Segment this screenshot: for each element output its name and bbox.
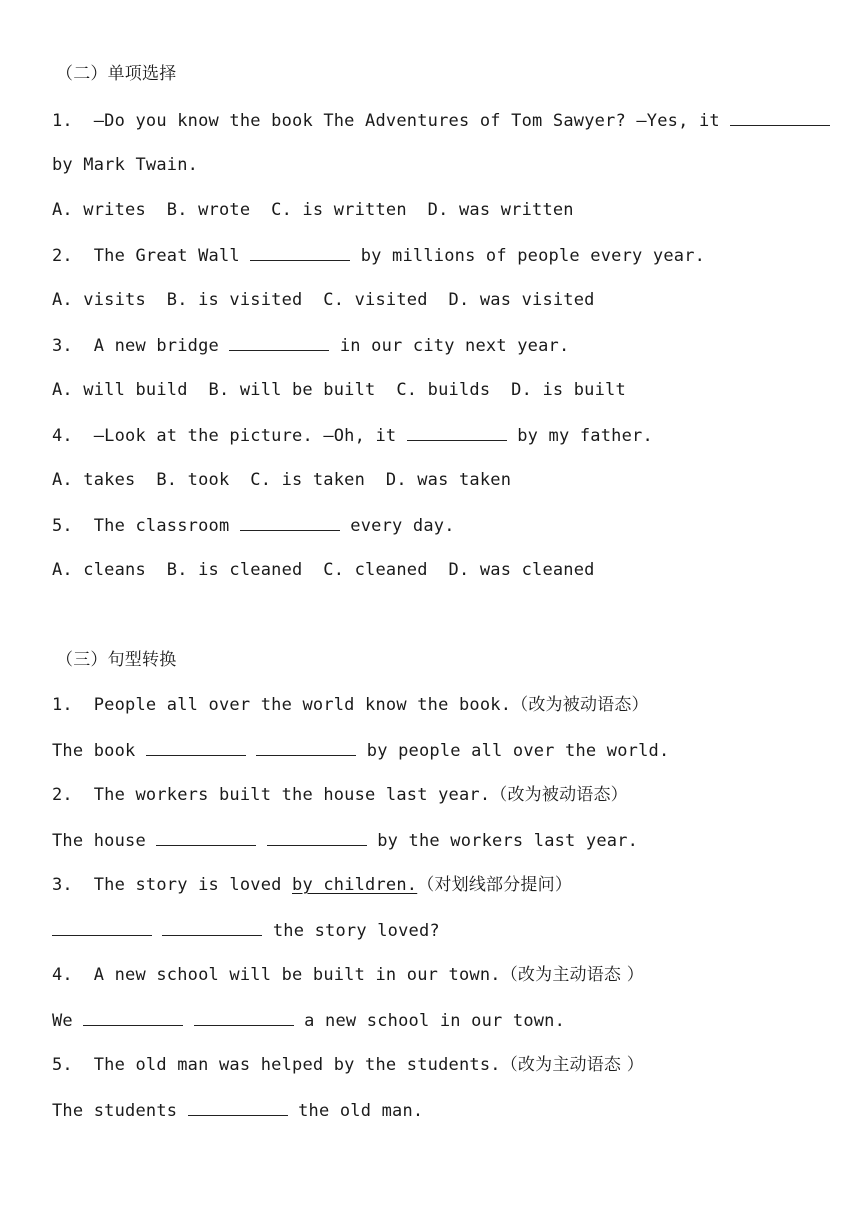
answer-text-rest: a new school in our town. [293, 1011, 566, 1031]
question-text-rest: every day. [339, 516, 455, 536]
s3-q4-sentence [52, 964, 644, 986]
question-number: 2. [52, 246, 73, 266]
s2-q1-stem-cont: by Mark Twain. [52, 155, 199, 175]
question-text: The workers built the house last year. [93, 785, 491, 805]
question-text: The old man was helped by the students. [93, 1055, 501, 1075]
answer-blank[interactable] [162, 919, 262, 936]
question-text: The story is loved [93, 875, 293, 895]
question-text-rest: in our city next year. [329, 336, 570, 356]
question-number: 4. [52, 426, 73, 446]
s3-q1-answer [52, 739, 669, 762]
answer-blank[interactable] [83, 1009, 183, 1026]
question-number: 2. [52, 785, 73, 805]
answer-blank[interactable] [229, 334, 329, 351]
answer-blank[interactable] [156, 829, 256, 846]
question-text-rest: by my father. [506, 426, 653, 446]
answer-text: The students [52, 1101, 188, 1121]
question-text: A new bridge [93, 336, 230, 356]
question-number: 5. [52, 1055, 73, 1075]
instruction: （改为被动语态） [490, 785, 628, 805]
answer-text-rest: the story loved? [262, 921, 440, 941]
s2-q1-stem [52, 109, 830, 132]
question-text: The Great Wall [93, 246, 251, 266]
instruction: （改为主动语态 ） [500, 965, 644, 985]
s3-q2-sentence [52, 784, 628, 806]
question-text: The classroom [93, 516, 240, 536]
answer-text: The book [52, 741, 146, 761]
s3-q4-answer [52, 1009, 565, 1032]
section-2-title: （二）单项选择 [56, 64, 177, 84]
answer-blank[interactable] [146, 739, 246, 756]
answer-blank[interactable] [250, 244, 350, 261]
answer-blank[interactable] [240, 514, 340, 531]
answer-blank[interactable] [267, 829, 367, 846]
s3-q5-sentence [52, 1054, 644, 1076]
instruction: （改为主动语态 ） [500, 1055, 644, 1075]
s3-q2-answer [52, 829, 638, 852]
s2-q3-options: A. will build B. will be built C. builds D. is built [52, 380, 626, 400]
s2-q1-options: A. writes B. wrote C. is written D. was written [52, 200, 574, 220]
question-text: —Do you know the book The Adventures of Tom Sawyer? —Yes, it [93, 111, 731, 131]
answer-blank[interactable] [194, 1009, 294, 1026]
answer-text-rest: by the workers last year. [366, 831, 639, 851]
s2-q4-options: A. takes B. took C. is taken D. was taken [52, 470, 512, 490]
question-number: 5. [52, 516, 73, 536]
question-number: 1. [52, 111, 73, 131]
s2-q5-options: A. cleans B. is cleaned C. cleaned D. was cleaned [52, 560, 595, 580]
instruction: （对划线部分提问） [417, 875, 573, 895]
s3-q3-answer [52, 919, 440, 942]
answer-text: We [52, 1011, 84, 1031]
answer-blank[interactable] [256, 739, 356, 756]
question-number: 3. [52, 875, 73, 895]
answer-blank[interactable] [188, 1099, 288, 1116]
answer-blank[interactable] [52, 919, 152, 936]
answer-text: The house [52, 831, 157, 851]
s3-q1-sentence [52, 694, 649, 716]
instruction: （改为被动语态） [511, 695, 649, 715]
s2-q4-stem [52, 424, 653, 447]
s2-q2-options: A. visits B. is visited C. visited D. was visited [52, 290, 595, 310]
answer-text-rest: by people all over the world. [356, 741, 670, 761]
answer-text-rest: the old man. [287, 1101, 424, 1121]
s3-q3-sentence [52, 874, 572, 896]
underlined-phrase: by children. [292, 875, 418, 895]
question-text: People all over the world know the book. [93, 695, 512, 715]
question-text: —Look at the picture. —Oh, it [93, 426, 407, 446]
question-number: 3. [52, 336, 73, 356]
answer-blank[interactable] [407, 424, 507, 441]
s2-q5-stem [52, 514, 455, 537]
question-text-rest: by millions of people every year. [350, 246, 706, 266]
question-number: 1. [52, 695, 73, 715]
answer-blank[interactable] [730, 109, 830, 126]
section-3-title: （三）句型转换 [56, 650, 177, 670]
question-number: 4. [52, 965, 73, 985]
s2-q3-stem [52, 334, 569, 357]
question-text: A new school will be built in our town. [93, 965, 501, 985]
s2-q2-stem [52, 244, 705, 267]
s3-q5-answer [52, 1099, 423, 1122]
